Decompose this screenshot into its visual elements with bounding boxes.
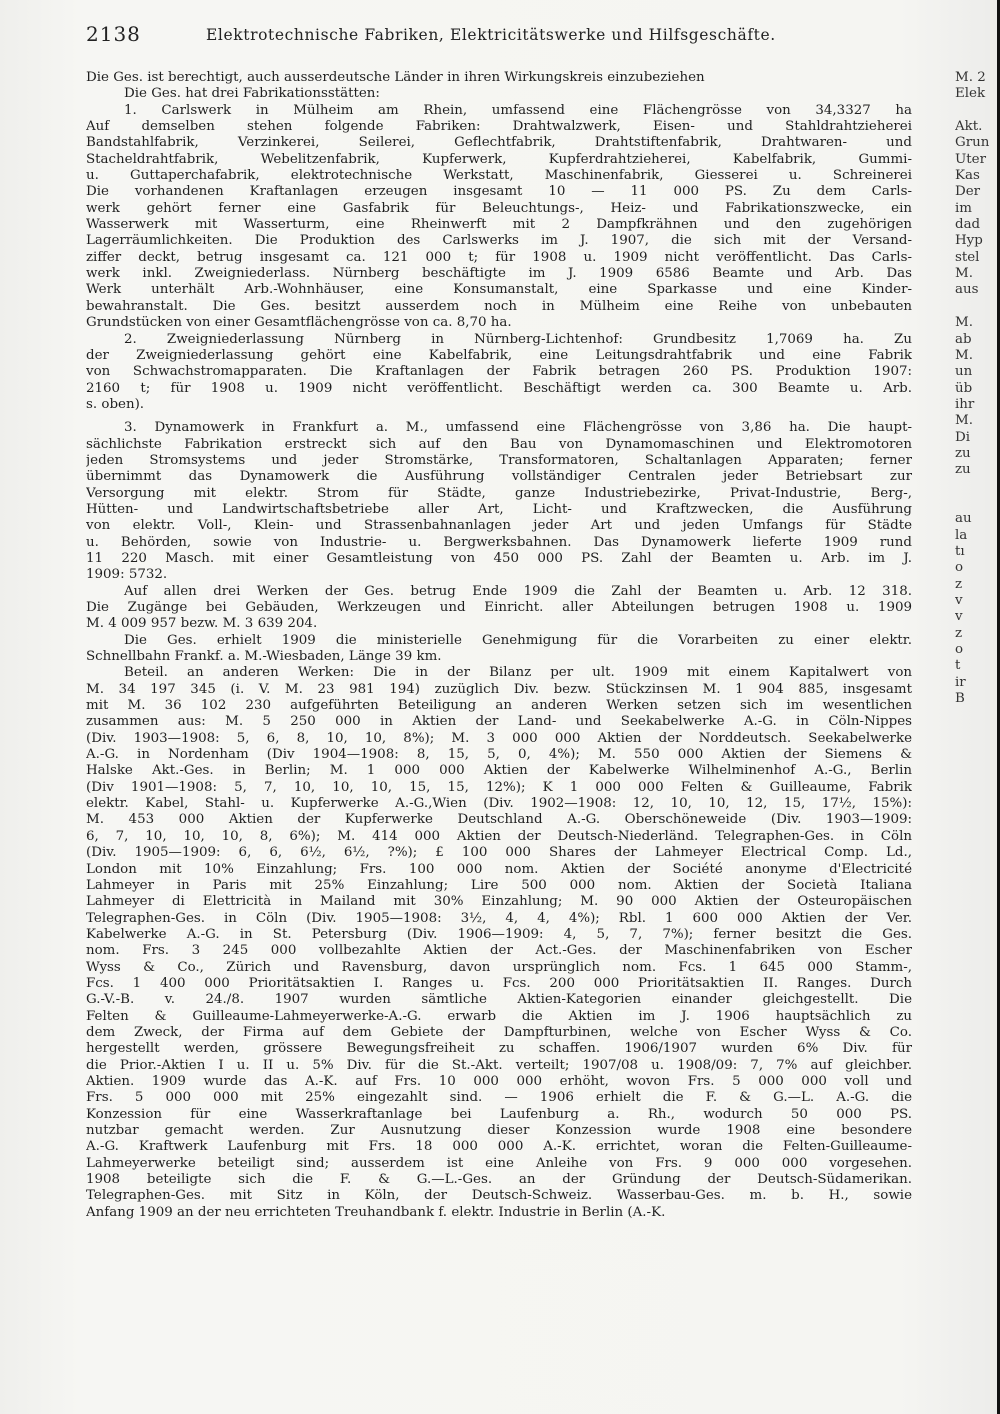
- text-line: Lagerräumlichkeiten. Die Produktion des Carlswerks im J. 1907, die sich mit der Versand-: [86, 233, 912, 249]
- text-line: nutzbar gemacht werden. Zur Ausnutzung dieser Konzession wurde 1908 eine besondere: [86, 1123, 912, 1138]
- fragment-line: [955, 103, 997, 119]
- text-line: (Div. 1905—1909: 6, 6, 6½, 6½, ?%); £ 100 000 Shares der Lahmeyer Electrical Comp. Ld.,: [86, 845, 912, 861]
- fragment-line: dad: [955, 217, 981, 233]
- text-line: Die Ges. ist berechtigt, auch ausserdeutsche Länder in ihren Wirkungskreis einzubeziehen: [86, 70, 705, 85]
- text-line: nom. Frs. 3 245 000 vollbezahlte Aktien der Act.-Ges. der Maschinenfabriken von Escher: [86, 943, 912, 959]
- fragment-line: im: [955, 200, 972, 216]
- text-line: 2160 t; für 1908 u. 1909 nicht veröffentlicht. Beschäftigt werden ca. 300 Beamte u. Arb.: [86, 380, 912, 396]
- fragment-line: tı: [955, 543, 965, 559]
- text-line: Beteil. an anderen Werken: Die in der Bilanz per ult. 1909 mit einem Kapitalwert von: [124, 665, 912, 681]
- paragraph-1: [86, 70, 912, 86]
- fragment-line: la: [955, 527, 968, 543]
- text-line: Anfang 1909 an der neu errichteten Treuhandbank f. elektr. Industrie in Berlin (A.-K.: [86, 1204, 666, 1220]
- text-line: M. 453 000 Aktien der Kupferwerke Deutschland A.-G. Oberschöneweide (Div. 1903—1909:: [86, 812, 912, 828]
- text-line: 3. Dynamowerk in Frankfurt a. M., umfassend eine Flächengrösse von 3,86 ha. Die haupt-: [124, 420, 912, 436]
- text-line: Werk unterhält Arb.-Wohnhäuser, eine Konsumanstalt, eine Sparkasse und eine Kinder-: [86, 282, 912, 298]
- text-line: von elektr. Voll-, Klein- und Strassenbahnanlagen jeder Art und jeden Umfangs für Städte: [86, 518, 912, 534]
- text-line: Lahmeyer di Elettricità in Mailand mit 30% Einzahlung; M. 90 000 Aktien der Osteuropäischen: [86, 894, 912, 910]
- fragment-line: B: [955, 691, 965, 707]
- text-line: sächlichste Fabrikation erstreckt sich auf den Bau von Dynamomaschinen und Elektromotoren: [86, 436, 912, 452]
- text-line: Lahmeyer in Paris mit 25% Einzahlung; Lire 500 000 nom. Aktien der Società Italiana: [86, 877, 912, 893]
- fragment-line: v: [955, 609, 963, 625]
- text-line: A.-G. Kraftwerk Laufenburg mit Frs. 18 000 000 A.-K. errichtet, woran die Felten-Guilleaume-: [86, 1139, 912, 1155]
- fragment-line: z: [955, 625, 963, 641]
- text-line: London mit 10% Einzahlung; Frs. 100 000 nom. Aktien der Société anonyme d'Electricité: [86, 861, 912, 877]
- fragment-line: aus: [955, 282, 979, 298]
- fragment-line: M.: [955, 315, 973, 331]
- text-line: 6, 7, 10, 10, 10, 8, 6%); M. 414 000 Aktien der Deutsch-Niederländ. Telegraphen-Ges. in Cöln: [86, 828, 912, 844]
- text-line: 2. Zweigniederlassung Nürnberg in Nürnberg-Lichtenhof: Grundbesitz 1,7069 ha. Zu: [124, 331, 912, 347]
- text-line: M. 4 009 957 bezw. M. 3 639 204.: [86, 616, 318, 632]
- fragment-line: M.: [955, 347, 973, 363]
- text-line: Wasserwerk mit Wasserturm, eine Rheinwerft mit 2 Dampfkrähnen und den zugehörigen: [86, 217, 912, 233]
- text-line: Die vorhandenen Kraftanlagen erzeugen insgesamt 10 — 11 000 PS. Zu dem Carls-: [86, 184, 912, 200]
- text-line: Stacheldrahtfabrik, Webelitzenfabrik, Kupferwerk, Kupferdrahtzieherei, Kabelfabrik, Gummi-: [86, 151, 912, 167]
- text-line: (Div 1901—1908: 5, 7, 10, 10, 10, 15, 15, 12%); K 1 000 000 Felten & Guilleaume, Fabrik: [86, 779, 912, 795]
- fragment-line: Elek: [955, 86, 986, 102]
- fragment-line: stel: [955, 249, 980, 265]
- page-number: 2138: [86, 22, 141, 46]
- text-line: u. Guttaperchafabrik, elektrotechnische Werkstatt, Maschinenfabrik, Giesserei u. Schreinerei: [86, 168, 912, 184]
- text-line: 1909: 5732.: [86, 567, 168, 583]
- paragraph-gap: [86, 413, 912, 420]
- text-line: der Zweigniederlassung gehört eine Kabelfabrik, eine Leitungsdrahtfabrik und eine Fabrik: [86, 347, 912, 363]
- fragment-line: Grun: [955, 135, 990, 151]
- text-line: dem Zweck, der Firma auf dem Gebiete der Dampfturbinen, welche von Escher Wyss & Co.: [86, 1024, 912, 1040]
- page-header: [86, 22, 926, 52]
- fragment-line: Uter: [955, 151, 986, 167]
- text-line: Hütten- und Landwirtschaftsbetriebe aller Art, Licht- und Kraftzwecken, die Ausführung: [86, 501, 912, 517]
- fragment-line: M. 2: [955, 70, 986, 85]
- main-text-column: [86, 70, 912, 1221]
- text-line: werk gehört ferner eine Gasfabrik für Beleuchtungs-, Heiz- und Fabrikationszwecke, ein: [86, 200, 912, 216]
- adjacent-page-fragment: [955, 70, 997, 707]
- text-line: Felten & Guilleaume-Lahmeyerwerke-A.-G. erwarb die Aktien im J. 1906 hauptsächlich zu: [86, 1008, 912, 1024]
- fragment-line: Akt.: [955, 119, 983, 135]
- text-line: werk inkl. Zweigniederlass. Nürnberg beschäftigte im J. 1909 6586 Beamte und Arb. Das: [86, 266, 912, 282]
- text-line: Grundstücken von einer Gesamtflächengrösse von ca. 8,70 ha.: [86, 315, 512, 331]
- text-line: M. 34 197 345 (i. V. M. 23 981 194) zuzüglich Div. bezw. Stückzinsen M. 1 904 885, insgesamt: [86, 681, 912, 697]
- text-line: Auf demselben stehen folgende Fabriken: Drahtwalzwerk, Eisen- und Stahldrahtzieherei: [86, 119, 912, 135]
- text-line: zusammen aus: M. 5 250 000 in Aktien der Land- und Seekabelwerke A.-G. in Cöln-Nippes: [86, 714, 912, 730]
- fragment-line: ir: [955, 674, 966, 690]
- text-line: die Prior.-Aktien I u. II u. 5% Div. für die St.-Akt. verteilt; 1907/08 u. 1908/09: 7, 7% auf gleichber.: [86, 1057, 912, 1073]
- text-line: Telegraphen-Ges. in Cöln (Div. 1905—1908: 3½, 4, 4, 4%); Rbl. 1 600 000 Aktien der Ver.: [86, 910, 912, 926]
- fragment-line: Hyp: [955, 233, 983, 249]
- running-title: Elektrotechnische Fabriken, Elektricitätswerke und Hilfsgeschäfte.: [206, 26, 776, 44]
- text-line: Telegraphen-Ges. mit Sitz in Köln, der Deutsch-Schweiz. Wasserbau-Ges. m. b. H., sowie: [86, 1188, 912, 1204]
- fragment-line: [955, 479, 997, 495]
- fragment-line: v: [955, 593, 963, 608]
- text-line: mit M. 36 102 230 aufgeführten Beteiligung an anderen Werken setzen sich im wesentlichen: [86, 698, 912, 714]
- paragraph-2: [86, 86, 912, 102]
- text-line: bewahranstalt. Die Ges. besitzt ausserdem noch in Mülheim eine Reihe von unbebauten: [86, 298, 912, 314]
- text-line: von Schwachstromapparaten. Die Kraftanlagen der Fabrik betragen 260 PS. Produktion 1907:: [86, 364, 912, 380]
- text-line: ziffer deckt, betrug insgesamt ca. 121 000 t; für 1908 u. 1909 nicht veröffentlicht. Das Carls-: [86, 249, 912, 265]
- text-line: Fcs. 1 400 000 Prioritätsaktien I. Ranges u. Fcs. 200 000 Prioritätsaktien II. Ranges. Durch: [86, 975, 912, 991]
- text-line: Die Ges. hat drei Fabrikationsstätten:: [124, 86, 380, 102]
- text-line: Bandstahlfabrik, Verzinkerei, Seilerei, Geflechtfabrik, Drahtstiftenfabrik, Drahtwaren- und: [86, 135, 912, 151]
- text-line: Konzession für eine Wasserkraftanlage bei Laufenburg a. Rh., wodurch 50 000 PS.: [86, 1106, 912, 1122]
- text-line: s. oben).: [86, 396, 145, 412]
- fragment-line: au: [955, 511, 972, 527]
- fragment-line: o: [955, 560, 964, 576]
- text-line: Auf allen drei Werken der Ges. betrug Ende 1909 die Zahl der Beamten u. Arb. 12 318.: [124, 583, 912, 599]
- text-line: 1. Carlswerk in Mülheim am Rhein, umfassend eine Flächengrösse von 34,3327 ha: [124, 102, 912, 118]
- text-line: Schnellbahn Frankf. a. M.-Wiesbaden, Länge 39 km.: [86, 649, 442, 665]
- text-line: Frs. 5 000 000 mit 25% eingezahlt sind. — 1906 erhielt die F. & G.—L. A.-G. die: [86, 1090, 912, 1106]
- fragment-line: ab: [955, 331, 972, 347]
- text-line: elektr. Kabel, Stahl- u. Kupferwerke A.-G.,Wien (Div. 1902—1908: 12, 10, 10, 12, 15, 17½, 15%):: [86, 796, 912, 812]
- text-line: u. Behörden, sowie von Industrie- u. Bergwerksbahnen. Das Dynamowerk lieferte 1909 rund: [86, 534, 912, 550]
- fragment-line: üb: [955, 380, 973, 396]
- paragraph-4: [86, 332, 912, 414]
- text-line: Die Zugänge bei Gebäuden, Werkzeugen und Einricht. aller Abteilungen betrugen 1908 u. 1909: [86, 600, 912, 615]
- text-line: Halske Akt.-Ges. in Berlin; M. 1 000 000 Aktien der Kabelwerke Wilhelminenhof A.-G., Berlin: [86, 763, 912, 779]
- text-line: Wyss & Co., Zürich und Ravensburg, davon ursprünglich nom. Fcs. 1 645 000 Stamm-,: [86, 959, 912, 975]
- text-line: 11 220 Masch. mit einer Gesamtleistung von 450 000 PS. Zahl der Beamten u. Arb. im J.: [86, 550, 912, 566]
- fragment-line: Der: [955, 184, 981, 200]
- fragment-line: z: [955, 576, 963, 592]
- fragment-line: o: [955, 642, 964, 658]
- fragment-line: [955, 495, 997, 511]
- fragment-line: M.: [955, 413, 973, 429]
- text-line: A.-G. in Nordenham (Div 1904—1908: 8, 15, 5, 0, 4%); M. 550 000 Aktien der Siemens &: [86, 747, 912, 763]
- text-line: übernimmt das Dynamowerk die Ausführung vollständiger Centralen jeder Betriebsart zur: [86, 469, 912, 485]
- text-line: hergestellt werden, grössere Bewegungsfreiheit zu schaffen. 1906/1907 wurden 6% Div. für: [86, 1041, 912, 1057]
- fragment-line: un: [955, 364, 973, 380]
- paragraph-8: [86, 665, 912, 1221]
- text-line: Lahmeyerwerke beteiligt sind; ausserdem ist eine Anleihe von Frs. 9 000 000 vorgesehen.: [86, 1155, 912, 1171]
- text-line: jeden Stromsystems und jeder Stromstärke, Transformatoren, Schaltanlagen Apparaten; ferner: [86, 452, 912, 468]
- paragraph-7: [86, 633, 912, 666]
- fragment-line: M.: [955, 266, 973, 282]
- text-line: G.-V.-B. v. 24./8. 1907 wurden sämtliche Aktien-Kategorien einander gleichgestellt. Die: [86, 992, 912, 1008]
- text-line: (Div. 1903—1908: 5, 6, 8, 10, 10, 8%); M. 3 000 000 Aktien der Norddeutsch. Seekabelwerke: [86, 730, 912, 746]
- text-line: Aktien. 1909 wurde das A.-K. auf Frs. 10 000 000 erhöht, wovon Frs. 5 000 000 voll und: [86, 1073, 912, 1089]
- paragraph-5: [86, 420, 912, 583]
- text-line: 1908 beteiligte sich die F. & G.—L.-Ges. an der Gründung der Deutsch-Südamerikan.: [86, 1172, 912, 1188]
- text-line: Die Ges. erhielt 1909 die ministerielle Genehmigung für die Vorarbeiten zu einer elektr.: [124, 632, 912, 648]
- text-line: Kabelwerke A.-G. in St. Petersburg (Div. 1906—1909: 4, 5, 7, 7%); ferner besitzt die Ges.: [86, 926, 912, 942]
- fragment-line: [955, 299, 997, 315]
- fragment-line: Di: [955, 429, 971, 445]
- paragraph-6: [86, 584, 912, 633]
- fragment-line: Kas: [955, 168, 980, 184]
- fragment-line: zu: [955, 462, 971, 478]
- text-line: Versorgung mit elektr. Strom für Städte, ganze Industriebezirke, Privat-Industrie, Berg-,: [86, 485, 912, 501]
- fragment-line: zu: [955, 445, 971, 461]
- fragment-line: t: [955, 658, 961, 674]
- fragment-line: ihr: [955, 396, 975, 412]
- paragraph-3: [86, 103, 912, 332]
